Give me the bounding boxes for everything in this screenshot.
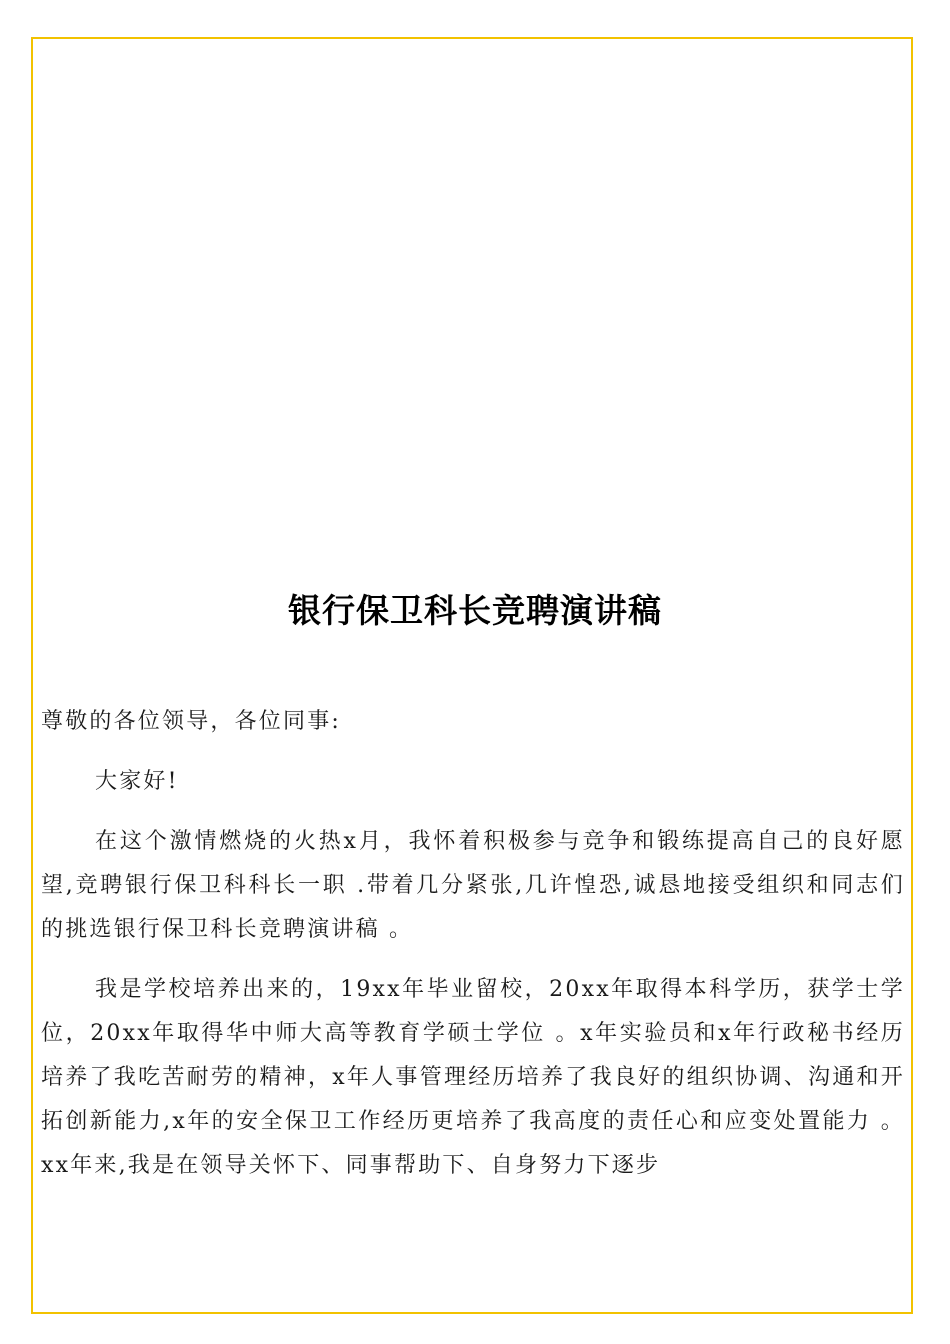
greeting: 大家好! bbox=[95, 769, 179, 794]
document-title: 银行保卫科长竞聘演讲稿 bbox=[288, 591, 662, 630]
paragraph-2: 我是学校培养出来的，19xx年毕业留校，20xx年取得本科学历，获学士学位，20xx年取得华中师大高等教育学硕士学位 。x年实验员和x年行政秘书经历培养了我吃苦耐劳的精神，x年人事管理经历培养了我良好的组织协调、沟通和开拓创新能力,x年的安全保卫工作经历更培养了我高度的责任心和应变处置能力 。xx年来,我是在领导关怀下、同事帮助下、自身努力下逐步 bbox=[41, 977, 905, 1178]
salutation: 尊敬的各位领导，各位同事: bbox=[41, 709, 342, 734]
document-body bbox=[41, 700, 905, 1204]
paragraph-1: 在这个激情燃烧的火热x月，我怀着积极参与竞争和锻练提高自己的良好愿望,竞聘银行保卫科科长一职 .带着几分紧张,几许惶恐,诚恳地接受组织和同志们的挑选银行保卫科长竞聘演讲稿 。 bbox=[41, 829, 905, 942]
